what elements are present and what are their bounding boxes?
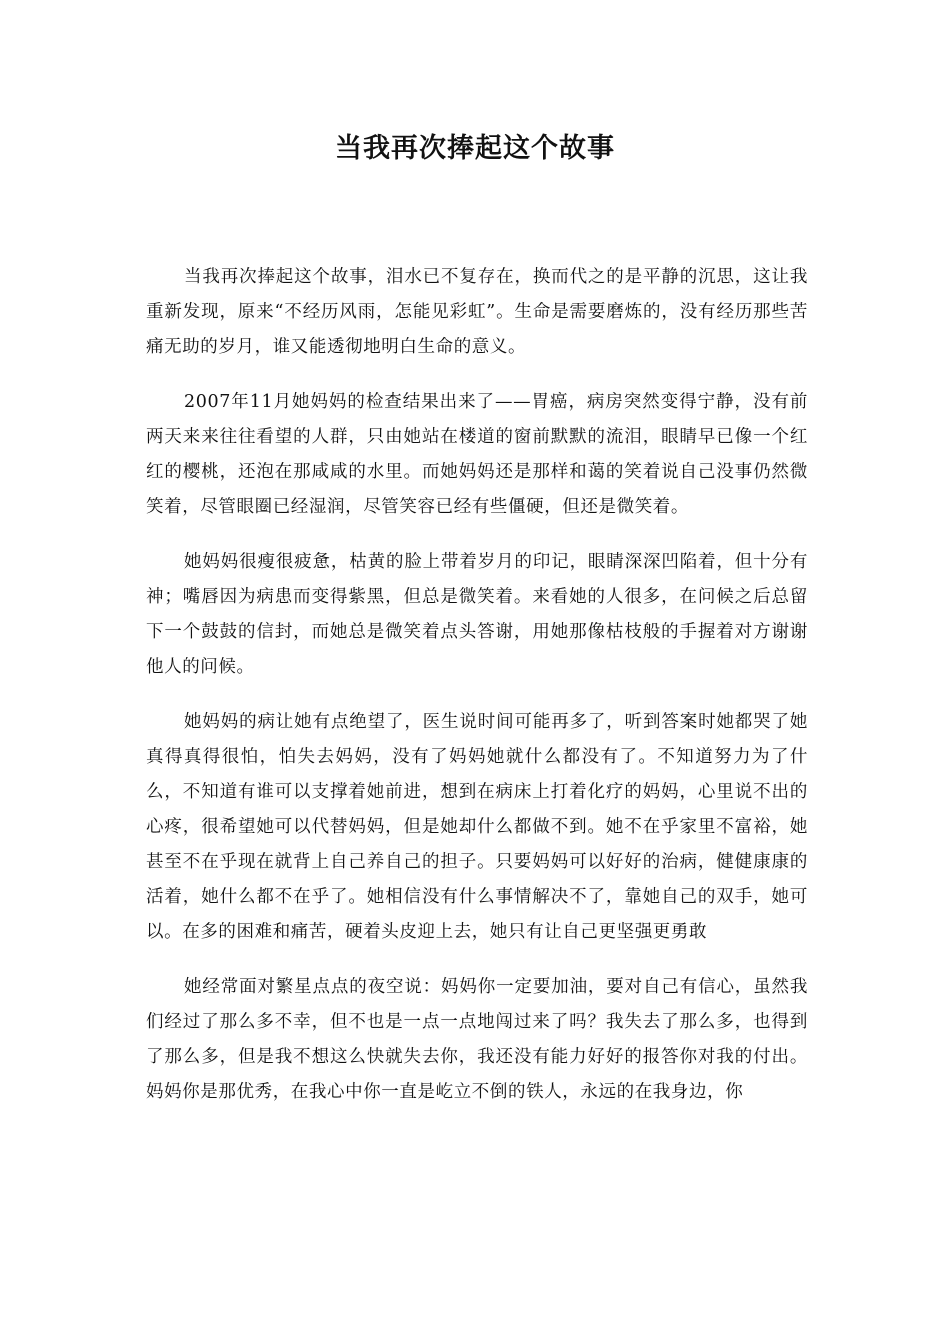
paragraph: 她妈妈的病让她有点绝望了，医生说时间可能再多了，听到答案时她都哭了她真得真得很怕，怕失去妈妈，没有了妈妈她就什么都没有了。不知道努力为了什么，不知道有谁可以支撑着她前进，想到在病床上打着化疗的妈妈，心里说不出的心疼，很希望她可以代替妈妈，但是她却什么都做不到。她不在乎家里不富裕，她甚至不在乎现在就背上自己养自己的担子。只要妈妈可以好好的治病，健健康康的活着，她什么都不在乎了。她相信没有什么事情解决不了，靠她自己的双手，她可以。在多的困难和痛苦，硬着头皮迎上去，她只有让自己更坚强更勇敢 [146, 712, 808, 942]
paragraph: 2007年11月她妈妈的检查结果出来了——胃癌，病房突然变得宁静，没有前两天来来往往看望的人群，只由她站在楼道的窗前默默的流泪，眼睛早已像一个红红的樱桃，还泡在那咸咸的水里。而她妈妈还是那样和蔼的笑着说自己没事仍然微笑着，尽管眼圈已经湿润，尽管笑容已经有些僵硬，但还是微笑着。 [146, 392, 808, 517]
paragraph: 她经常面对繁星点点的夜空说：妈妈你一定要加油，要对自己有信心，虽然我们经过了那么多不幸，但不也是一点一点地闯过来了吗？我失去了那么多，也得到了那么多，但是我不想这么快就失去你，我还没有能力好好的报答你对我的付出。妈妈你是那优秀，在我心中你一直是屹立不倒的铁人，永远的在我身边，你 [146, 977, 808, 1102]
document-body [146, 260, 808, 1130]
document-title: 当我再次捧起这个故事 [335, 133, 615, 164]
paragraph: 当我再次捧起这个故事，泪水已不复存在，换而代之的是平静的沉思，这让我重新发现，原来“不经历风雨，怎能见彩虹”。生命是需要磨炼的，没有经历那些苦痛无助的岁月，谁又能透彻地明白生命的意义。 [146, 267, 808, 357]
paragraph: 她妈妈很瘦很疲惫，枯黄的脸上带着岁月的印记，眼睛深深凹陷着，但十分有神；嘴唇因为病患而变得紫黑，但总是微笑着。来看她的人很多，在问候之后总留下一个鼓鼓的信封，而她总是微笑着点头答谢，用她那像枯枝般的手握着对方谢谢他人的问候。 [146, 552, 808, 677]
